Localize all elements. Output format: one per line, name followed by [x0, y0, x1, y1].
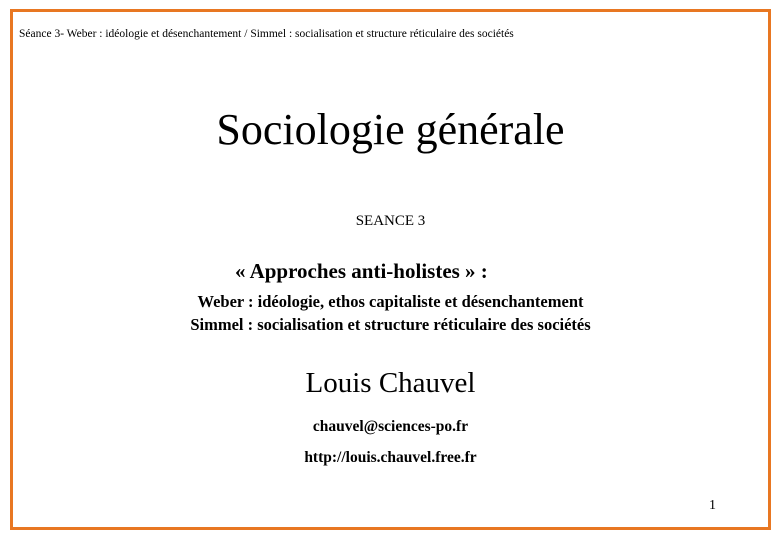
session-label: SEANCE 3	[355, 213, 426, 229]
page-number: 1	[709, 498, 716, 513]
author-email: chauvel@sciences-po.fr	[312, 418, 469, 435]
subtitle: « Approches anti-holistes » :	[235, 259, 488, 283]
topic-line-weber: Weber : idéologie, ethos capitaliste et désenchantement	[197, 292, 584, 311]
topic-line-simmel: Simmel : socialisation et structure réticulaire des sociétés	[190, 315, 591, 334]
author-name: Louis Chauvel	[305, 367, 476, 399]
slide-title: Sociologie générale	[216, 105, 565, 154]
slide	[10, 9, 771, 530]
author-url: http://louis.chauvel.free.fr	[304, 449, 477, 466]
slide-header: Séance 3- Weber : idéologie et désenchantement / Simmel : socialisation et structure réticulaire des sociétés	[19, 28, 514, 40]
